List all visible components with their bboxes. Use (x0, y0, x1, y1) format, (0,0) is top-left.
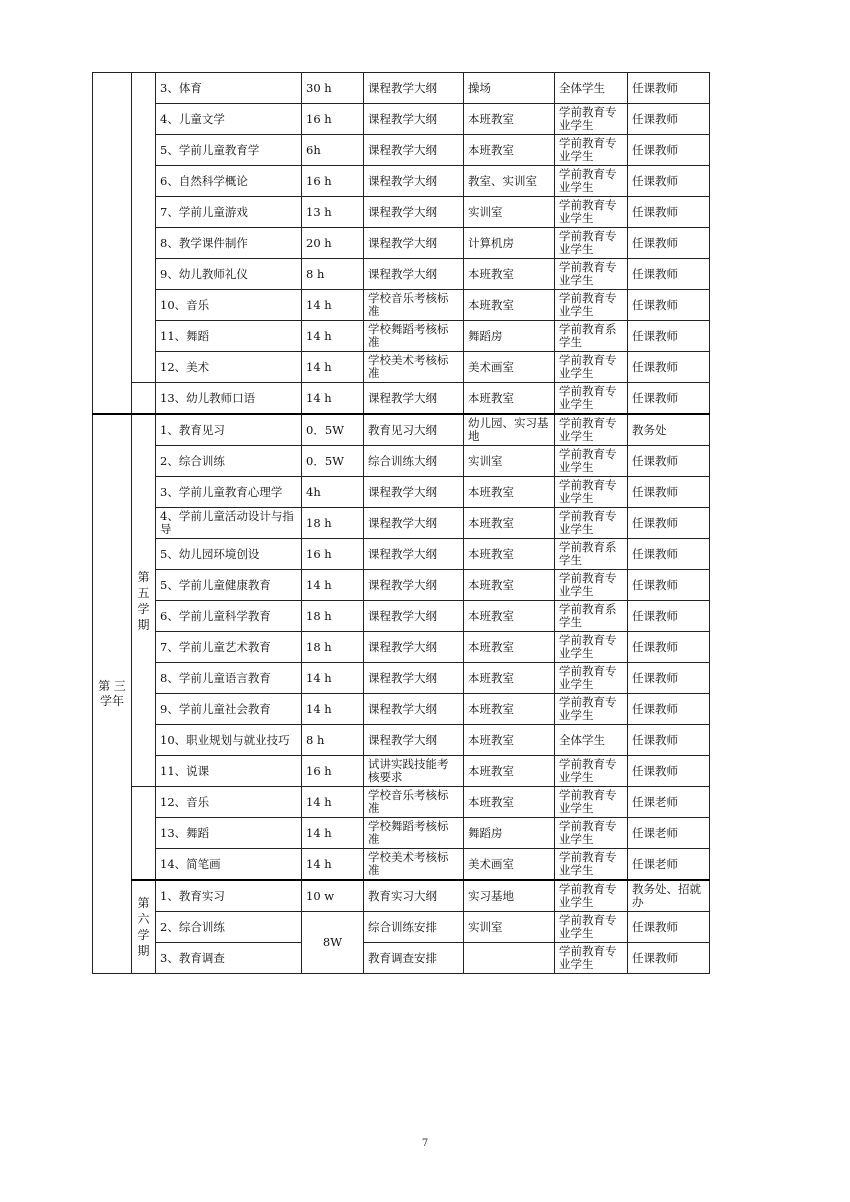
semester-cell-prev-end (132, 383, 156, 415)
cell-course: 2、综合训练 (156, 446, 302, 477)
cell-course: 7、学前儿童游戏 (156, 197, 302, 228)
cell-students: 学前教育专业学生 (555, 414, 628, 446)
table-row (93, 197, 710, 228)
page-number: 7 (421, 1138, 429, 1149)
cell-place: 实训室 (464, 912, 555, 943)
cell-staff: 任课教师 (628, 259, 710, 290)
table-row (93, 601, 710, 632)
cell-course: 8、学前儿童语言教育 (156, 663, 302, 694)
table-row (93, 570, 710, 601)
cell-staff: 任课教师 (628, 135, 710, 166)
year-label-3: 第 三 学年 (93, 414, 132, 974)
cell-staff: 任课教师 (628, 756, 710, 787)
table-row (93, 818, 710, 849)
cell-staff: 任课教师 (628, 73, 710, 104)
table-row (93, 849, 710, 881)
semester-cell-prev (132, 73, 156, 383)
cell-students: 全体学生 (555, 73, 628, 104)
table-row (93, 383, 710, 415)
cell-students: 全体学生 (555, 725, 628, 756)
cell-hours: 14 h (302, 570, 364, 601)
cell-staff: 任课教师 (628, 166, 710, 197)
cell-standard: 课程教学大纲 (364, 259, 464, 290)
cell-standard: 课程教学大纲 (364, 477, 464, 508)
cell-standard: 学校舞蹈考核标准 (364, 818, 464, 849)
cell-course: 7、学前儿童艺术教育 (156, 632, 302, 663)
table-row (93, 352, 710, 383)
cell-course: 12、美术 (156, 352, 302, 383)
cell-students: 学前教育专业学生 (555, 352, 628, 383)
semester-label-6 (132, 880, 156, 974)
cell-students: 学前教育系学生 (555, 321, 628, 352)
cell-course: 2、综合训练 (156, 912, 302, 943)
table-row (93, 943, 710, 974)
cell-place: 美术画室 (464, 352, 555, 383)
cell-hours: 18 h (302, 632, 364, 663)
cell-course: 5、学前儿童健康教育 (156, 570, 302, 601)
cell-standard: 课程教学大纲 (364, 166, 464, 197)
cell-course: 9、学前儿童社会教育 (156, 694, 302, 725)
table-row (93, 756, 710, 787)
cell-students: 学前教育专业学生 (555, 570, 628, 601)
cell-course: 10、职业规划与就业技巧 (156, 725, 302, 756)
cell-students: 学前教育专业学生 (555, 943, 628, 974)
cell-staff: 任课教师 (628, 663, 710, 694)
cell-place: 本班教室 (464, 725, 555, 756)
cell-standard: 课程教学大纲 (364, 694, 464, 725)
cell-staff: 任课教师 (628, 446, 710, 477)
cell-hours: 14 h (302, 321, 364, 352)
cell-place: 实习基地 (464, 880, 555, 912)
cell-hours: 14 h (302, 352, 364, 383)
cell-hours: 10 w (302, 880, 364, 912)
cell-hours: 0．5W (302, 446, 364, 477)
cell-students: 学前教育专业学生 (555, 880, 628, 912)
table-row (93, 539, 710, 570)
cell-students: 学前教育专业学生 (555, 694, 628, 725)
table-row (93, 290, 710, 321)
table-row (93, 104, 710, 135)
cell-students: 学前教育专业学生 (555, 912, 628, 943)
cell-course: 8、教学课件制作 (156, 228, 302, 259)
cell-place: 幼儿园、实习基地 (464, 414, 555, 446)
table-row (93, 477, 710, 508)
cell-hours: 16 h (302, 104, 364, 135)
cell-students: 学前教育专业学生 (555, 756, 628, 787)
cell-course: 5、幼儿园环境创设 (156, 539, 302, 570)
semester-cell-5-tail (132, 787, 156, 881)
cell-staff: 任课教师 (628, 632, 710, 663)
cell-place: 本班教室 (464, 508, 555, 539)
cell-hours: 13 h (302, 197, 364, 228)
cell-standard: 学校美术考核标准 (364, 352, 464, 383)
cell-staff: 任课教师 (628, 912, 710, 943)
cell-course: 6、学前儿童科学教育 (156, 601, 302, 632)
cell-standard: 课程教学大纲 (364, 228, 464, 259)
cell-students: 学前教育专业学生 (555, 477, 628, 508)
semester-label-5 (132, 414, 156, 787)
cell-staff: 任课教师 (628, 725, 710, 756)
cell-students: 学前教育专业学生 (555, 228, 628, 259)
cell-hours: 16 h (302, 539, 364, 570)
cell-students: 学前教育专业学生 (555, 818, 628, 849)
cell-hours: 8 h (302, 725, 364, 756)
cell-standard: 课程教学大纲 (364, 539, 464, 570)
cell-students: 学前教育专业学生 (555, 446, 628, 477)
year-cell-prev (93, 73, 132, 415)
cell-place: 本班教室 (464, 477, 555, 508)
cell-staff: 教务处 (628, 414, 710, 446)
cell-students: 学前教育专业学生 (555, 849, 628, 881)
cell-staff: 任课教师 (628, 197, 710, 228)
cell-course: 4、学前儿童活动设计与指导 (156, 508, 302, 539)
cell-standard: 课程教学大纲 (364, 73, 464, 104)
table-row (93, 414, 710, 446)
cell-staff: 任课教师 (628, 570, 710, 601)
cell-staff: 任课教师 (628, 321, 710, 352)
cell-staff: 任课教师 (628, 104, 710, 135)
cell-place: 美术画室 (464, 849, 555, 881)
cell-standard: 课程教学大纲 (364, 601, 464, 632)
cell-hours: 16 h (302, 756, 364, 787)
cell-standard: 教育见习大纲 (364, 414, 464, 446)
cell-course: 12、音乐 (156, 787, 302, 818)
cell-course: 6、自然科学概论 (156, 166, 302, 197)
cell-hours: 14 h (302, 787, 364, 818)
cell-course: 1、教育实习 (156, 880, 302, 912)
cell-staff: 任课教师 (628, 228, 710, 259)
cell-standard: 学校美术考核标准 (364, 849, 464, 881)
table-row (93, 508, 710, 539)
cell-staff: 任课教师 (628, 601, 710, 632)
semester-label-5-text: 第五学期 (137, 569, 150, 632)
cell-course: 3、学前儿童教育心理学 (156, 477, 302, 508)
cell-students: 学前教育专业学生 (555, 787, 628, 818)
cell-students: 学前教育专业学生 (555, 663, 628, 694)
cell-hours: 20 h (302, 228, 364, 259)
table-row (93, 259, 710, 290)
cell-place: 操场 (464, 73, 555, 104)
table-row (93, 166, 710, 197)
cell-students: 学前教育专业学生 (555, 166, 628, 197)
cell-hours: 4h (302, 477, 364, 508)
table-row (93, 725, 710, 756)
cell-course: 5、学前儿童教育学 (156, 135, 302, 166)
cell-students: 学前教育专业学生 (555, 104, 628, 135)
cell-place: 本班教室 (464, 787, 555, 818)
cell-place: 舞蹈房 (464, 818, 555, 849)
cell-hours: 18 h (302, 508, 364, 539)
cell-standard: 综合训练安排 (364, 912, 464, 943)
cell-course: 13、幼儿教师口语 (156, 383, 302, 415)
cell-place: 舞蹈房 (464, 321, 555, 352)
cell-place: 本班教室 (464, 601, 555, 632)
cell-place: 教室、实训室 (464, 166, 555, 197)
cell-staff: 任课老师 (628, 787, 710, 818)
cell-place: 本班教室 (464, 135, 555, 166)
cell-staff: 任课教师 (628, 694, 710, 725)
cell-standard: 学校音乐考核标准 (364, 290, 464, 321)
cell-hours: 14 h (302, 290, 364, 321)
cell-staff: 教务处、招就办 (628, 880, 710, 912)
cell-hours: 16 h (302, 166, 364, 197)
cell-standard: 学校舞蹈考核标准 (364, 321, 464, 352)
cell-course: 11、舞蹈 (156, 321, 302, 352)
cell-staff: 任课教师 (628, 508, 710, 539)
table-row (93, 912, 710, 943)
table-row (93, 880, 710, 912)
cell-staff: 任课教师 (628, 383, 710, 415)
cell-course: 11、说课 (156, 756, 302, 787)
cell-place: 实训室 (464, 446, 555, 477)
table-row (93, 135, 710, 166)
cell-place: 实训室 (464, 197, 555, 228)
cell-standard: 教育实习大纲 (364, 880, 464, 912)
cell-staff: 任课教师 (628, 539, 710, 570)
cell-place: 本班教室 (464, 570, 555, 601)
table-row (93, 694, 710, 725)
cell-staff: 任课老师 (628, 818, 710, 849)
cell-standard: 课程教学大纲 (364, 383, 464, 415)
cell-standard: 教育调查安排 (364, 943, 464, 974)
cell-staff: 任课教师 (628, 943, 710, 974)
cell-standard: 课程教学大纲 (364, 508, 464, 539)
cell-course: 3、教育调查 (156, 943, 302, 974)
cell-staff: 任课老师 (628, 849, 710, 881)
cell-place: 计算机房 (464, 228, 555, 259)
cell-students: 学前教育专业学生 (555, 259, 628, 290)
cell-standard: 课程教学大纲 (364, 197, 464, 228)
cell-students: 学前教育专业学生 (555, 383, 628, 415)
cell-students: 学前教育系学生 (555, 539, 628, 570)
cell-hours: 14 h (302, 818, 364, 849)
cell-place: 本班教室 (464, 290, 555, 321)
cell-standard: 课程教学大纲 (364, 104, 464, 135)
cell-staff: 任课教师 (628, 290, 710, 321)
semester-label-6-text: 第六学期 (137, 896, 150, 958)
cell-course: 13、舞蹈 (156, 818, 302, 849)
cell-students: 学前教育专业学生 (555, 508, 628, 539)
cell-place: 本班教室 (464, 259, 555, 290)
cell-hours: 14 h (302, 383, 364, 415)
cell-hours: 14 h (302, 694, 364, 725)
cell-hours-merged: 8W (302, 912, 364, 974)
cell-standard: 课程教学大纲 (364, 570, 464, 601)
table-row (93, 632, 710, 663)
cell-hours: 30 h (302, 73, 364, 104)
cell-students: 学前教育专业学生 (555, 197, 628, 228)
table-row (93, 446, 710, 477)
cell-course: 14、简笔画 (156, 849, 302, 881)
cell-staff: 任课教师 (628, 352, 710, 383)
cell-hours: 6h (302, 135, 364, 166)
cell-students: 学前教育专业学生 (555, 135, 628, 166)
cell-standard: 课程教学大纲 (364, 632, 464, 663)
cell-place: 本班教室 (464, 539, 555, 570)
cell-standard: 学校音乐考核标准 (364, 787, 464, 818)
cell-hours: 0．5W (302, 414, 364, 446)
cell-standard: 课程教学大纲 (364, 135, 464, 166)
cell-place: 本班教室 (464, 694, 555, 725)
table-row (93, 787, 710, 818)
cell-students: 学前教育系学生 (555, 601, 628, 632)
table-row (93, 73, 710, 104)
table-row (93, 663, 710, 694)
cell-students: 学前教育专业学生 (555, 632, 628, 663)
cell-course: 1、教育见习 (156, 414, 302, 446)
table-row (93, 228, 710, 259)
cell-place (464, 943, 555, 974)
cell-standard: 综合训练大纲 (364, 446, 464, 477)
cell-place: 本班教室 (464, 632, 555, 663)
cell-hours: 8 h (302, 259, 364, 290)
cell-hours: 14 h (302, 663, 364, 694)
cell-place: 本班教室 (464, 756, 555, 787)
cell-standard: 课程教学大纲 (364, 725, 464, 756)
cell-course: 4、儿童文学 (156, 104, 302, 135)
cell-students: 学前教育专业学生 (555, 290, 628, 321)
cell-place: 本班教室 (464, 383, 555, 415)
cell-course: 3、体育 (156, 73, 302, 104)
cell-course: 9、幼儿教师礼仪 (156, 259, 302, 290)
cell-standard: 课程教学大纲 (364, 663, 464, 694)
cell-hours: 14 h (302, 849, 364, 881)
cell-course: 10、音乐 (156, 290, 302, 321)
cell-hours: 18 h (302, 601, 364, 632)
cell-staff: 任课教师 (628, 477, 710, 508)
course-schedule-table (92, 72, 710, 974)
table-row (93, 321, 710, 352)
cell-standard: 试讲实践技能考核要求 (364, 756, 464, 787)
cell-place: 本班教室 (464, 104, 555, 135)
cell-place: 本班教室 (464, 663, 555, 694)
